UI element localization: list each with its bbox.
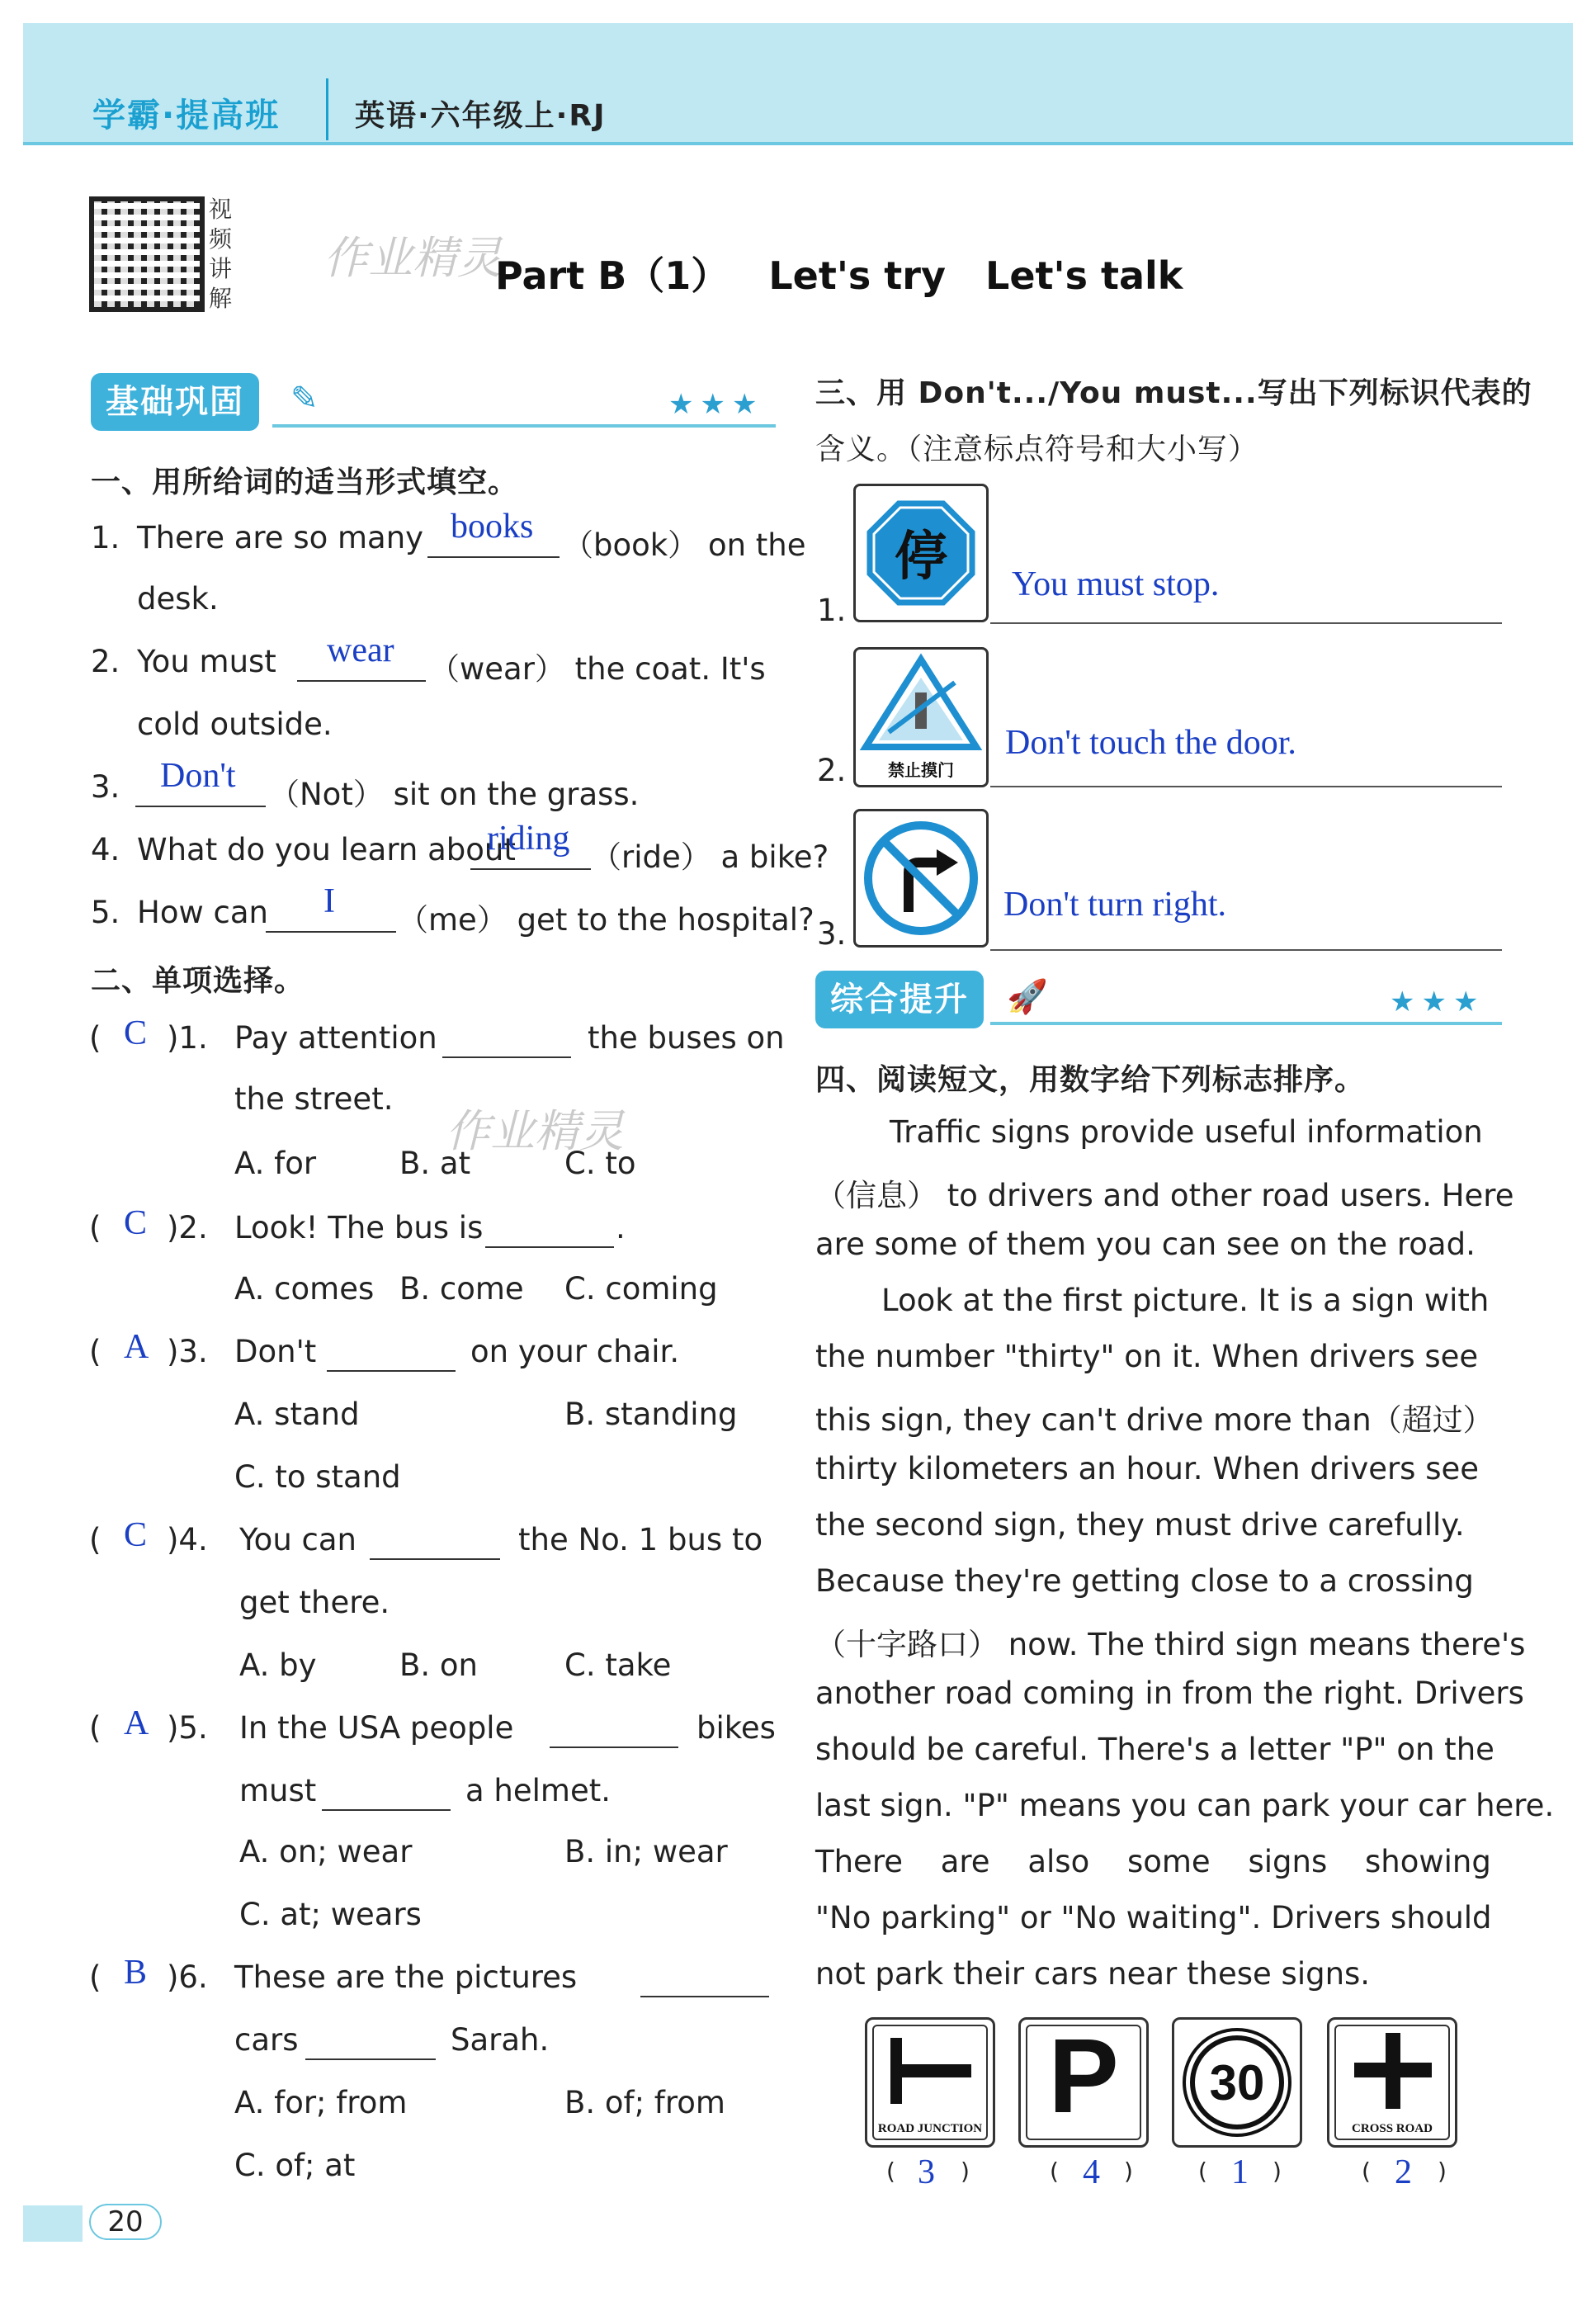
choice-option[interactable]: B. standing: [564, 1397, 738, 1432]
order-bracket: (: [1362, 2158, 1371, 2185]
passage-line: should be careful. There's a letter "P" on the: [815, 1732, 1494, 1767]
q1-num: 1.: [91, 520, 120, 555]
choice-stem: on your chair.: [470, 1334, 680, 1369]
choice-option[interactable]: C. to stand: [234, 1459, 401, 1495]
parking-sign-icon: [1018, 2017, 1149, 2148]
q1-text: （book） on the: [563, 527, 806, 563]
choice-blank[interactable]: [305, 2022, 436, 2060]
q1-answer: wear: [327, 631, 394, 669]
choice-stem: the No. 1 bus to: [518, 1522, 763, 1557]
sign-caption: 禁止摸门: [888, 760, 954, 780]
speed-limit-value: 30: [1209, 2055, 1265, 2110]
passage-line: this sign, they can't drive more than（超过）: [815, 1402, 1494, 1438]
choice-option[interactable]: C. take: [564, 1647, 672, 1683]
q1-answer: I: [323, 882, 335, 920]
choice-stem: get there.: [239, 1585, 390, 1620]
speed-limit-sign-icon: [1172, 2017, 1302, 2148]
q1-num: 4.: [91, 832, 120, 867]
choice-option[interactable]: A. comes: [234, 1271, 375, 1307]
choice-num: )2.: [167, 1210, 208, 1245]
choice-answer: C: [124, 1014, 148, 1052]
stop-sign-icon: [853, 484, 989, 622]
qr-code-icon[interactable]: [89, 196, 205, 312]
banner-rule: [990, 1022, 1502, 1025]
watermark: 作业精灵: [323, 232, 502, 284]
q1-answer: Don't: [160, 757, 236, 795]
choice-num: )6.: [167, 1959, 208, 1995]
choice-num: )4.: [167, 1522, 208, 1557]
choice-option[interactable]: A. on; wear: [239, 1834, 413, 1869]
choice-option[interactable]: A. by: [239, 1647, 317, 1683]
difficulty-stars: ★★★: [1390, 985, 1485, 1019]
subject-label: 英语·六年级上·RJ: [355, 99, 607, 133]
choice-answer: C: [124, 1204, 148, 1242]
header-divider: [326, 78, 328, 140]
crossroad-sign-icon: [1327, 2017, 1457, 2148]
choice-stem: cars: [234, 2022, 299, 2058]
passage-line: not park their cars near these signs.: [815, 1956, 1371, 1992]
order-answer: 3: [918, 2153, 935, 2191]
choice-option[interactable]: B. on: [399, 1647, 478, 1683]
passage-line: Traffic signs provide useful information: [890, 1114, 1483, 1150]
section-adv-banner: [815, 971, 1502, 1028]
q1-text: There are so many: [137, 520, 424, 555]
choice-blank[interactable]: [327, 1334, 456, 1372]
difficulty-stars: ★★★: [668, 388, 764, 421]
order-bracket: ): [1273, 2158, 1282, 2185]
q1-text: You must: [137, 644, 276, 679]
section-adv-label: 综合提升: [815, 971, 984, 1028]
passage-line: Because they're getting close to a crossing: [815, 1563, 1474, 1599]
q4-heading: 四、阅读短文，用数字给下列标志排序。: [815, 1063, 1366, 1097]
choice-bracket: (: [89, 1210, 102, 1245]
q1-heading: 一、用所给词的适当形式填空。: [91, 466, 519, 499]
choice-num: )3.: [167, 1334, 208, 1369]
choice-bracket: (: [89, 1334, 102, 1369]
page-number: 20: [89, 2204, 162, 2240]
choice-option[interactable]: C. of; at: [234, 2148, 356, 2183]
choice-blank[interactable]: [485, 1210, 614, 1248]
choice-stem: These are the pictures: [234, 1959, 578, 1995]
q1-num: 5.: [91, 895, 120, 930]
order-bracket: ): [1438, 2158, 1447, 2185]
passage-line: thirty kilometers an hour. When drivers see: [815, 1451, 1480, 1486]
q1-text: desk.: [137, 581, 219, 617]
rocket-icon: 🚀: [1007, 978, 1048, 1016]
choice-option[interactable]: B. come: [399, 1271, 524, 1307]
choice-stem: must: [239, 1773, 317, 1808]
choice-stem: Look! The bus is: [234, 1210, 484, 1245]
q1-text: What do you learn about: [137, 832, 516, 867]
passage-line: the second sign, they must drive carefully.: [815, 1507, 1465, 1543]
passage-line: （信息） to drivers and other road users. Here: [815, 1178, 1514, 1213]
choice-stem: Sarah.: [451, 2022, 550, 2058]
choice-option[interactable]: B. at: [399, 1146, 471, 1181]
q1-num: 2.: [91, 644, 120, 679]
q3-heading: 三、用 Don't.../You must...写出下列标识代表的: [815, 376, 1532, 410]
q1-text: （Not） sit on the grass.: [269, 777, 640, 812]
header-rule: [23, 142, 1573, 145]
section-basic-label: 基础巩固: [91, 373, 259, 431]
qr-label: 视频讲解: [209, 196, 233, 312]
choice-stem: a helmet.: [465, 1773, 611, 1808]
choice-answer: A: [124, 1328, 149, 1366]
sign-caption: ROAD JUNCTION: [877, 2122, 983, 2135]
choice-bracket: (: [89, 1710, 102, 1746]
order-bracket: ): [961, 2158, 970, 2185]
choice-option[interactable]: C. coming: [564, 1271, 718, 1307]
passage-line: There are also some signs showing: [815, 1844, 1491, 1879]
choice-bracket: (: [89, 1020, 102, 1056]
q3-heading-2: 含义。（注意标点符号和大小写）: [815, 432, 1259, 466]
no-touch-door-sign-icon: [853, 647, 989, 787]
q3-answer: Don't touch the door.: [1005, 724, 1296, 762]
choice-option[interactable]: A. for; from: [234, 2085, 408, 2120]
choice-stem: the street.: [234, 1081, 394, 1117]
q1-answer: riding: [487, 820, 570, 858]
q3-answer-line[interactable]: [990, 915, 1502, 951]
choice-blank[interactable]: [322, 1773, 451, 1811]
choice-stem: In the USA people: [239, 1710, 514, 1746]
banner-rule: [272, 424, 776, 428]
q3-answer: Don't turn right.: [1003, 886, 1227, 924]
order-answer: 4: [1083, 2153, 1100, 2191]
order-answer: 2: [1395, 2153, 1412, 2191]
choice-option[interactable]: C. at; wears: [239, 1897, 422, 1932]
q1-num: 3.: [91, 769, 120, 805]
choice-option[interactable]: A. stand: [234, 1397, 360, 1432]
choice-bracket: (: [89, 1959, 102, 1995]
choice-num: )1.: [167, 1020, 208, 1056]
choice-stem: bikes: [696, 1710, 776, 1746]
q3-answer: You must stop.: [1012, 565, 1220, 603]
choice-stem: You can: [239, 1522, 357, 1557]
q1-answer: books: [451, 508, 534, 546]
sign-caption: CROSS ROAD: [1352, 2122, 1433, 2135]
passage-line: （十字路口） now. The third sign means there's: [815, 1627, 1526, 1662]
stop-sign-char: 停: [895, 527, 947, 588]
choice-stem: .: [616, 1210, 626, 1245]
q3-answer-line[interactable]: [990, 588, 1502, 624]
section-basic-banner: [91, 373, 776, 431]
passage-line: are some of them you can see on the road.: [815, 1227, 1476, 1262]
choice-blank[interactable]: [550, 1710, 678, 1748]
choice-answer: A: [124, 1704, 149, 1742]
passage-line: another road coming in from the right. Drivers: [815, 1676, 1524, 1711]
choice-option[interactable]: A. for: [234, 1146, 317, 1181]
road-junction-sign-icon: [865, 2017, 995, 2148]
brand-title: 学霸·提高班: [92, 97, 281, 135]
choice-bracket: (: [89, 1522, 102, 1557]
choice-blank[interactable]: [442, 1020, 571, 1058]
q3-answer-line[interactable]: [990, 751, 1502, 787]
parking-symbol: P: [1048, 2017, 1119, 2135]
q1-text: How can: [137, 895, 268, 930]
passage-line: the number "thirty" on it. When drivers see: [815, 1339, 1479, 1374]
order-bracket: (: [886, 2158, 895, 2185]
page-title: Part B（1） Let's try Let's talk: [495, 253, 1183, 298]
q3-num: 1.: [817, 593, 847, 628]
q1-text: （ride） a bike?: [591, 839, 829, 875]
choice-answer: C: [124, 1516, 148, 1554]
q3-num: 3.: [817, 916, 847, 952]
q1-text: （me） get to the hospital?: [398, 902, 815, 938]
choice-option[interactable]: B. in; wear: [564, 1834, 728, 1869]
choice-num: )5.: [167, 1710, 208, 1746]
pencil-icon: ✎: [290, 380, 319, 418]
choice-answer: B: [124, 1954, 148, 1992]
choice-option[interactable]: B. of; from: [564, 2085, 725, 2120]
choice-blank[interactable]: [370, 1522, 500, 1560]
order-bracket: ): [1124, 2158, 1133, 2185]
passage-line: "No parking" or "No waiting". Drivers should: [815, 1900, 1492, 1936]
choice-stem: Don't: [234, 1334, 317, 1369]
passage-line: last sign. "P" means you can park your car here.: [815, 1788, 1555, 1823]
no-right-turn-sign-icon: [853, 809, 989, 948]
order-answer: 1: [1231, 2153, 1249, 2191]
q3-num: 2.: [817, 753, 847, 788]
order-bracket: (: [1050, 2158, 1059, 2185]
page-tab: [23, 2205, 83, 2242]
order-bracket: (: [1198, 2158, 1207, 2185]
q1-text: cold outside.: [137, 707, 333, 742]
choice-option[interactable]: C. to: [564, 1146, 636, 1181]
choice-stem: Pay attention: [234, 1020, 437, 1056]
watermark: 作业精灵: [446, 1105, 624, 1157]
q2-heading: 二、单项选择。: [91, 964, 305, 998]
choice-stem: the buses on: [588, 1020, 785, 1056]
choice-blank[interactable]: [640, 1959, 769, 1997]
passage-line: Look at the first picture. It is a sign with: [881, 1283, 1490, 1318]
q1-text: （wear） the coat. It's: [429, 651, 766, 687]
